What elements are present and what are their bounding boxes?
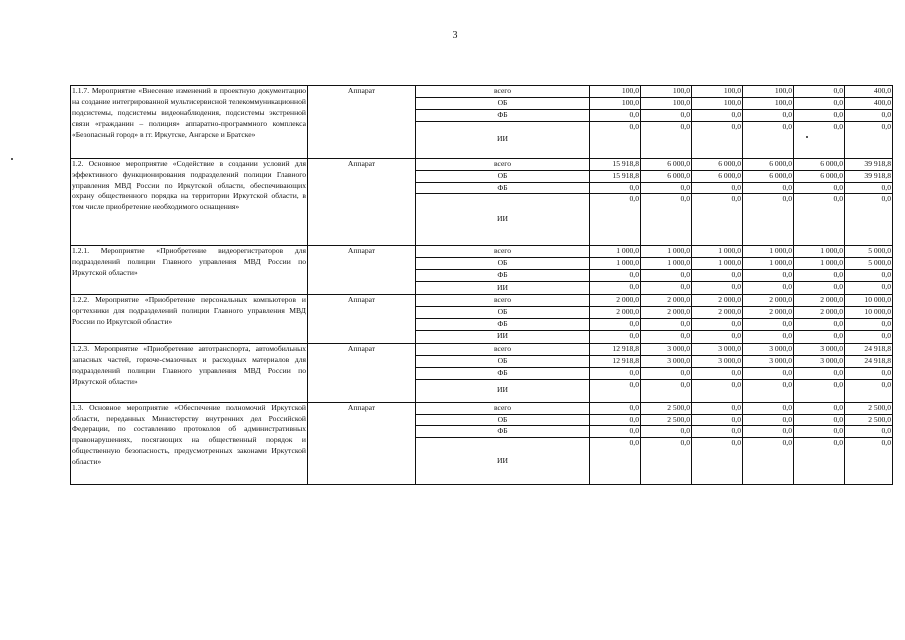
amount-cell: 0,0 (845, 182, 893, 194)
page-number: 3 (452, 30, 458, 41)
amount-cell: 2 000,0 (743, 295, 794, 307)
amount-cell: 0,0 (794, 194, 845, 246)
amount-cell: 0,0 (692, 426, 743, 438)
amount-cell: 6 000,0 (692, 158, 743, 170)
amount-cell: 0,0 (590, 318, 641, 330)
amount-cell: 0,0 (794, 379, 845, 402)
amount-cell: 0,0 (641, 318, 692, 330)
amount-cell: 0,0 (794, 426, 845, 438)
amount-cell: 2 000,0 (590, 307, 641, 319)
amount-cell: 6 000,0 (743, 158, 794, 170)
executor-cell: Аппарат (308, 295, 416, 344)
amount-cell: 0,0 (641, 194, 692, 246)
amount-cell: 0,0 (590, 414, 641, 426)
table-row (71, 246, 893, 258)
amount-cell: 2 000,0 (692, 295, 743, 307)
amount-cell: 0,0 (641, 182, 692, 194)
amount-cell: 400,0 (845, 97, 893, 109)
amount-cell: 0,0 (743, 109, 794, 121)
amount-cell: 100,0 (692, 97, 743, 109)
activity-name: 1.1.7. Мероприятие «Внесение изменений в проектную документацию на создание интегрированной мультисервисной телекоммуникационной подсистемы, подсистемы видеонаблюдения, подсистемы экстренной связи «гражданин – полиция» аппаратно-программного комплекса «Безопасный город» в гг. Иркутске, Ангарске и Братске» (71, 86, 308, 159)
amount-cell: 1 000,0 (794, 246, 845, 258)
amount-cell: 0,0 (692, 270, 743, 282)
amount-cell: 100,0 (590, 86, 641, 98)
table-row (71, 402, 893, 414)
amount-cell: 0,0 (743, 367, 794, 379)
amount-cell: 6 000,0 (794, 170, 845, 182)
amount-cell: 0,0 (794, 182, 845, 194)
funding-source-total: всего (416, 86, 590, 98)
amount-cell: 0,0 (641, 109, 692, 121)
amount-cell: 2 500,0 (845, 402, 893, 414)
amount-cell: 0,0 (794, 438, 845, 485)
funding-source-fb: ФБ (416, 367, 590, 379)
amount-cell: 0,0 (845, 379, 893, 402)
amount-cell: 6 000,0 (743, 170, 794, 182)
amount-cell: 0,0 (692, 282, 743, 295)
program-activities-table (70, 85, 893, 485)
amount-cell: 3 000,0 (794, 355, 845, 367)
amount-cell: 0,0 (794, 109, 845, 121)
amount-cell: 0,0 (692, 109, 743, 121)
amount-cell: 3 000,0 (794, 343, 845, 355)
amount-cell: 2 000,0 (590, 295, 641, 307)
amount-cell: 0,0 (794, 97, 845, 109)
amount-cell: 0,0 (845, 426, 893, 438)
amount-cell: 0,0 (590, 438, 641, 485)
funding-source-ob: ОБ (416, 307, 590, 319)
amount-cell: 2 500,0 (641, 414, 692, 426)
amount-cell: 2 000,0 (692, 307, 743, 319)
amount-cell: 3 000,0 (641, 355, 692, 367)
amount-cell: 1 000,0 (794, 258, 845, 270)
amount-cell: 0,0 (590, 121, 641, 158)
amount-cell: 0,0 (590, 402, 641, 414)
amount-cell: 24 918,8 (845, 355, 893, 367)
funding-source-ob: ОБ (416, 97, 590, 109)
amount-cell: 1 000,0 (743, 258, 794, 270)
amount-cell: 0,0 (743, 330, 794, 343)
amount-cell: 400,0 (845, 86, 893, 98)
executor-cell: Аппарат (308, 158, 416, 246)
amount-cell: 100,0 (743, 97, 794, 109)
amount-cell: 3 000,0 (743, 355, 794, 367)
amount-cell: 0,0 (794, 282, 845, 295)
amount-cell: 0,0 (692, 367, 743, 379)
amount-cell: 100,0 (641, 86, 692, 98)
amount-cell: 0,0 (590, 282, 641, 295)
amount-cell: 1 000,0 (590, 246, 641, 258)
amount-cell: 0,0 (641, 367, 692, 379)
table-row (71, 86, 893, 98)
funding-source-ii: ИИ (416, 438, 590, 485)
funding-source-ob: ОБ (416, 414, 590, 426)
amount-cell: 0,0 (743, 282, 794, 295)
amount-cell: 0,0 (590, 379, 641, 402)
amount-cell: 0,0 (845, 121, 893, 158)
amount-cell: 1 000,0 (590, 258, 641, 270)
amount-cell: 0,0 (743, 318, 794, 330)
amount-cell: 6 000,0 (641, 158, 692, 170)
amount-cell: 0,0 (641, 330, 692, 343)
amount-cell: 0,0 (692, 182, 743, 194)
amount-cell: 15 918,8 (590, 170, 641, 182)
amount-cell: 0,0 (692, 121, 743, 158)
amount-cell: 3 000,0 (692, 343, 743, 355)
funding-source-total: всего (416, 158, 590, 170)
amount-cell: 0,0 (794, 402, 845, 414)
activity-name: 1.2. Основное мероприятие «Содействие в создании условий для эффективного функционирования подразделений полиции Главного управления МВД России по Иркутской области, обеспечивающих охрану общественного порядка на территории Иркутской области, в том числе приобретение необходимого оснащения» (71, 158, 308, 246)
amount-cell: 0,0 (743, 270, 794, 282)
amount-cell: 6 000,0 (692, 170, 743, 182)
amount-cell: 0,0 (590, 109, 641, 121)
amount-cell: 0,0 (641, 121, 692, 158)
amount-cell: 0,0 (692, 402, 743, 414)
amount-cell: 0,0 (743, 414, 794, 426)
activity-name: 1.2.1. Мероприятие «Приобретение видеорегистраторов для подразделений полиции Главного управления МВД России по Иркутской области» (71, 246, 308, 295)
amount-cell: 100,0 (590, 97, 641, 109)
amount-cell: 3 000,0 (743, 343, 794, 355)
amount-cell: 0,0 (845, 367, 893, 379)
amount-cell: 100,0 (743, 86, 794, 98)
amount-cell: 0,0 (794, 86, 845, 98)
amount-cell: 0,0 (641, 426, 692, 438)
funding-source-total: всего (416, 402, 590, 414)
amount-cell: 1 000,0 (692, 258, 743, 270)
amount-cell: 2 500,0 (641, 402, 692, 414)
funding-source-ii: ИИ (416, 282, 590, 295)
funding-source-ob: ОБ (416, 258, 590, 270)
amount-cell: 0,0 (692, 414, 743, 426)
executor-cell: Аппарат (308, 86, 416, 159)
amount-cell: 0,0 (845, 330, 893, 343)
amount-cell: 12 918,8 (590, 355, 641, 367)
amount-cell: 0,0 (692, 330, 743, 343)
amount-cell: 10 000,0 (845, 307, 893, 319)
amount-cell: 0,0 (641, 282, 692, 295)
amount-cell: 2 000,0 (641, 307, 692, 319)
funding-source-fb: ФБ (416, 182, 590, 194)
amount-cell: 1 000,0 (743, 246, 794, 258)
amount-cell: 39 918,8 (845, 158, 893, 170)
amount-cell: 0,0 (794, 270, 845, 282)
amount-cell: 0,0 (743, 121, 794, 158)
funding-source-fb: ФБ (416, 318, 590, 330)
funding-source-fb: ФБ (416, 426, 590, 438)
amount-cell: 2 000,0 (743, 307, 794, 319)
amount-cell: 0,0 (692, 194, 743, 246)
amount-cell: 15 918,8 (590, 158, 641, 170)
amount-cell: 0,0 (743, 194, 794, 246)
amount-cell: 100,0 (641, 97, 692, 109)
funding-source-fb: ФБ (416, 109, 590, 121)
amount-cell: 0,0 (845, 282, 893, 295)
amount-cell: 0,0 (743, 379, 794, 402)
amount-cell: 0,0 (845, 438, 893, 485)
amount-cell: 10 000,0 (845, 295, 893, 307)
amount-cell: 2 000,0 (641, 295, 692, 307)
amount-cell: 6 000,0 (794, 158, 845, 170)
amount-cell: 0,0 (590, 194, 641, 246)
funding-source-ii: ИИ (416, 194, 590, 246)
amount-cell: 0,0 (590, 182, 641, 194)
amount-cell: 5 000,0 (845, 258, 893, 270)
amount-cell: 0,0 (590, 426, 641, 438)
amount-cell: 3 000,0 (692, 355, 743, 367)
funding-source-ii: ИИ (416, 330, 590, 343)
amount-cell: 0,0 (845, 194, 893, 246)
amount-cell: 1 000,0 (692, 246, 743, 258)
amount-cell: 0,0 (692, 379, 743, 402)
amount-cell: 0,0 (743, 438, 794, 485)
table-row (71, 158, 893, 170)
amount-cell: 0,0 (692, 318, 743, 330)
funding-source-total: всего (416, 295, 590, 307)
scan-speck (11, 158, 13, 160)
funding-source-total: всего (416, 246, 590, 258)
amount-cell: 0,0 (590, 367, 641, 379)
activity-name: 1.2.3. Мероприятие «Приобретение автотранспорта, автомобильных запасных частей, горюче-смазочных и расходных материалов для подразделений полиции Главного управления МВД России по Иркутской области» (71, 343, 308, 402)
amount-cell: 2 000,0 (794, 295, 845, 307)
amount-cell: 0,0 (845, 318, 893, 330)
table-row (71, 343, 893, 355)
funding-source-ob: ОБ (416, 170, 590, 182)
funding-source-ii: ИИ (416, 121, 590, 158)
amount-cell: 0,0 (590, 330, 641, 343)
funding-source-total: всего (416, 343, 590, 355)
funding-source-fb: ФБ (416, 270, 590, 282)
amount-cell: 5 000,0 (845, 246, 893, 258)
amount-cell: 12 918,8 (590, 343, 641, 355)
amount-cell: 0,0 (845, 109, 893, 121)
amount-cell: 0,0 (692, 438, 743, 485)
amount-cell: 2 000,0 (794, 307, 845, 319)
amount-cell: 0,0 (641, 270, 692, 282)
amount-cell: 0,0 (743, 182, 794, 194)
funding-source-ob: ОБ (416, 355, 590, 367)
amount-cell: 100,0 (692, 86, 743, 98)
amount-cell: 0,0 (641, 438, 692, 485)
amount-cell: 1 000,0 (641, 258, 692, 270)
amount-cell: 0,0 (794, 330, 845, 343)
amount-cell: 1 000,0 (641, 246, 692, 258)
amount-cell: 0,0 (743, 402, 794, 414)
activity-name: 1.3. Основное мероприятие «Обеспечение полномочий Иркутской области, переданных Министерству внутренних дел Российской Федерации, по составлению протоколов об административных правонарушениях, посягающих на общественный порядок и общественную безопасность, предусмотренных законами Иркутской области» (71, 402, 308, 485)
amount-cell: 0,0 (794, 121, 845, 158)
amount-cell: 24 918,8 (845, 343, 893, 355)
executor-cell: Аппарат (308, 343, 416, 402)
amount-cell: 0,0 (845, 270, 893, 282)
executor-cell: Аппарат (308, 402, 416, 485)
activity-name: 1.2.2. Мероприятие «Приобретение персональных компьютеров и оргтехники для подразделений полиции Главного управления МВД России по Иркутской области» (71, 295, 308, 344)
executor-cell: Аппарат (308, 246, 416, 295)
amount-cell: 0,0 (794, 318, 845, 330)
table-row (71, 295, 893, 307)
funding-source-ii: ИИ (416, 379, 590, 402)
amount-cell: 39 918,8 (845, 170, 893, 182)
amount-cell: 0,0 (794, 367, 845, 379)
amount-cell: 3 000,0 (641, 343, 692, 355)
amount-cell: 0,0 (590, 270, 641, 282)
amount-cell: 2 500,0 (845, 414, 893, 426)
amount-cell: 0,0 (641, 379, 692, 402)
amount-cell: 6 000,0 (641, 170, 692, 182)
amount-cell: 0,0 (794, 414, 845, 426)
amount-cell: 0,0 (743, 426, 794, 438)
